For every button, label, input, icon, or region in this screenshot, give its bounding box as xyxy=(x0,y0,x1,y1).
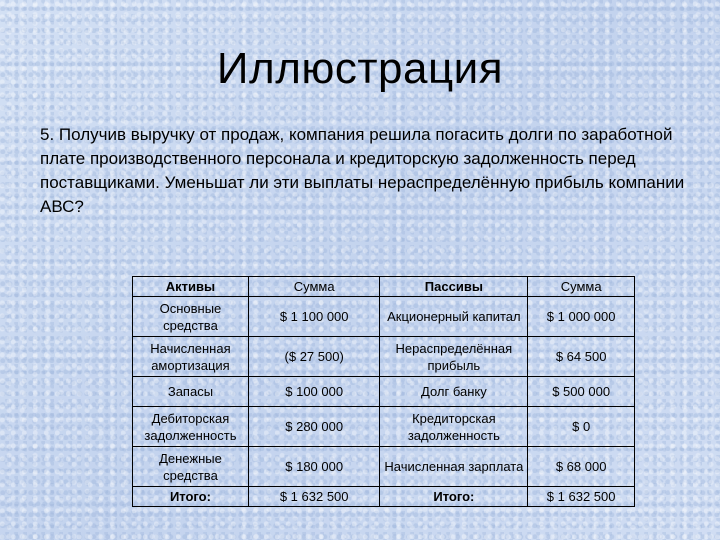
header-liability-sum: Сумма xyxy=(528,277,635,297)
asset-sum: $ 280 000 xyxy=(248,407,380,447)
liability-name: Нераспределённая прибыль xyxy=(380,337,528,377)
asset-total-label: Итого: xyxy=(133,487,249,507)
liability-sum: $ 500 000 xyxy=(528,377,635,407)
asset-name: Запасы xyxy=(133,377,249,407)
table-row xyxy=(133,447,635,487)
slide-title: Иллюстрация xyxy=(216,44,504,93)
table-row xyxy=(133,407,635,447)
liability-sum: $ 68 000 xyxy=(528,447,635,487)
liability-sum: $ 1 000 000 xyxy=(528,297,635,337)
asset-total-sum: $ 1 632 500 xyxy=(248,487,380,507)
table-header-row xyxy=(133,277,635,297)
asset-name: Начисленная амортизация xyxy=(133,337,249,377)
asset-sum: $ 1 100 000 xyxy=(248,297,380,337)
liability-name: Начисленная зарплата xyxy=(380,447,528,487)
liability-name: Акционерный капитал xyxy=(380,297,528,337)
table-row xyxy=(133,337,635,377)
table-row xyxy=(133,377,635,407)
liability-sum: $ 0 xyxy=(528,407,635,447)
liability-sum: $ 64 500 xyxy=(528,337,635,377)
liability-name: Кредиторская задолженность xyxy=(380,407,528,447)
asset-name: Денежные средства xyxy=(133,447,249,487)
table-total-row xyxy=(133,487,635,507)
balance-sheet-table xyxy=(132,276,635,507)
asset-sum: $ 180 000 xyxy=(248,447,380,487)
liability-name: Долг банку xyxy=(380,377,528,407)
header-asset-sum: Сумма xyxy=(248,277,380,297)
question-text: 5. Получив выручку от продаж, компания решила погасить долги по заработной плате производственного персонала и кредиторскую задолженность перед поставщиками. Уменьшат ли эти выплаты нераспределённую прибыль компании АВС? xyxy=(40,125,685,216)
asset-sum: ($ 27 500) xyxy=(248,337,380,377)
asset-name: Дебиторская задолженность xyxy=(133,407,249,447)
liability-total-sum: $ 1 632 500 xyxy=(528,487,635,507)
header-assets: Активы xyxy=(133,277,249,297)
asset-sum: $ 100 000 xyxy=(248,377,380,407)
table-row xyxy=(133,297,635,337)
header-liabilities: Пассивы xyxy=(380,277,528,297)
liability-total-label: Итого: xyxy=(380,487,528,507)
asset-name: Основные средства xyxy=(133,297,249,337)
